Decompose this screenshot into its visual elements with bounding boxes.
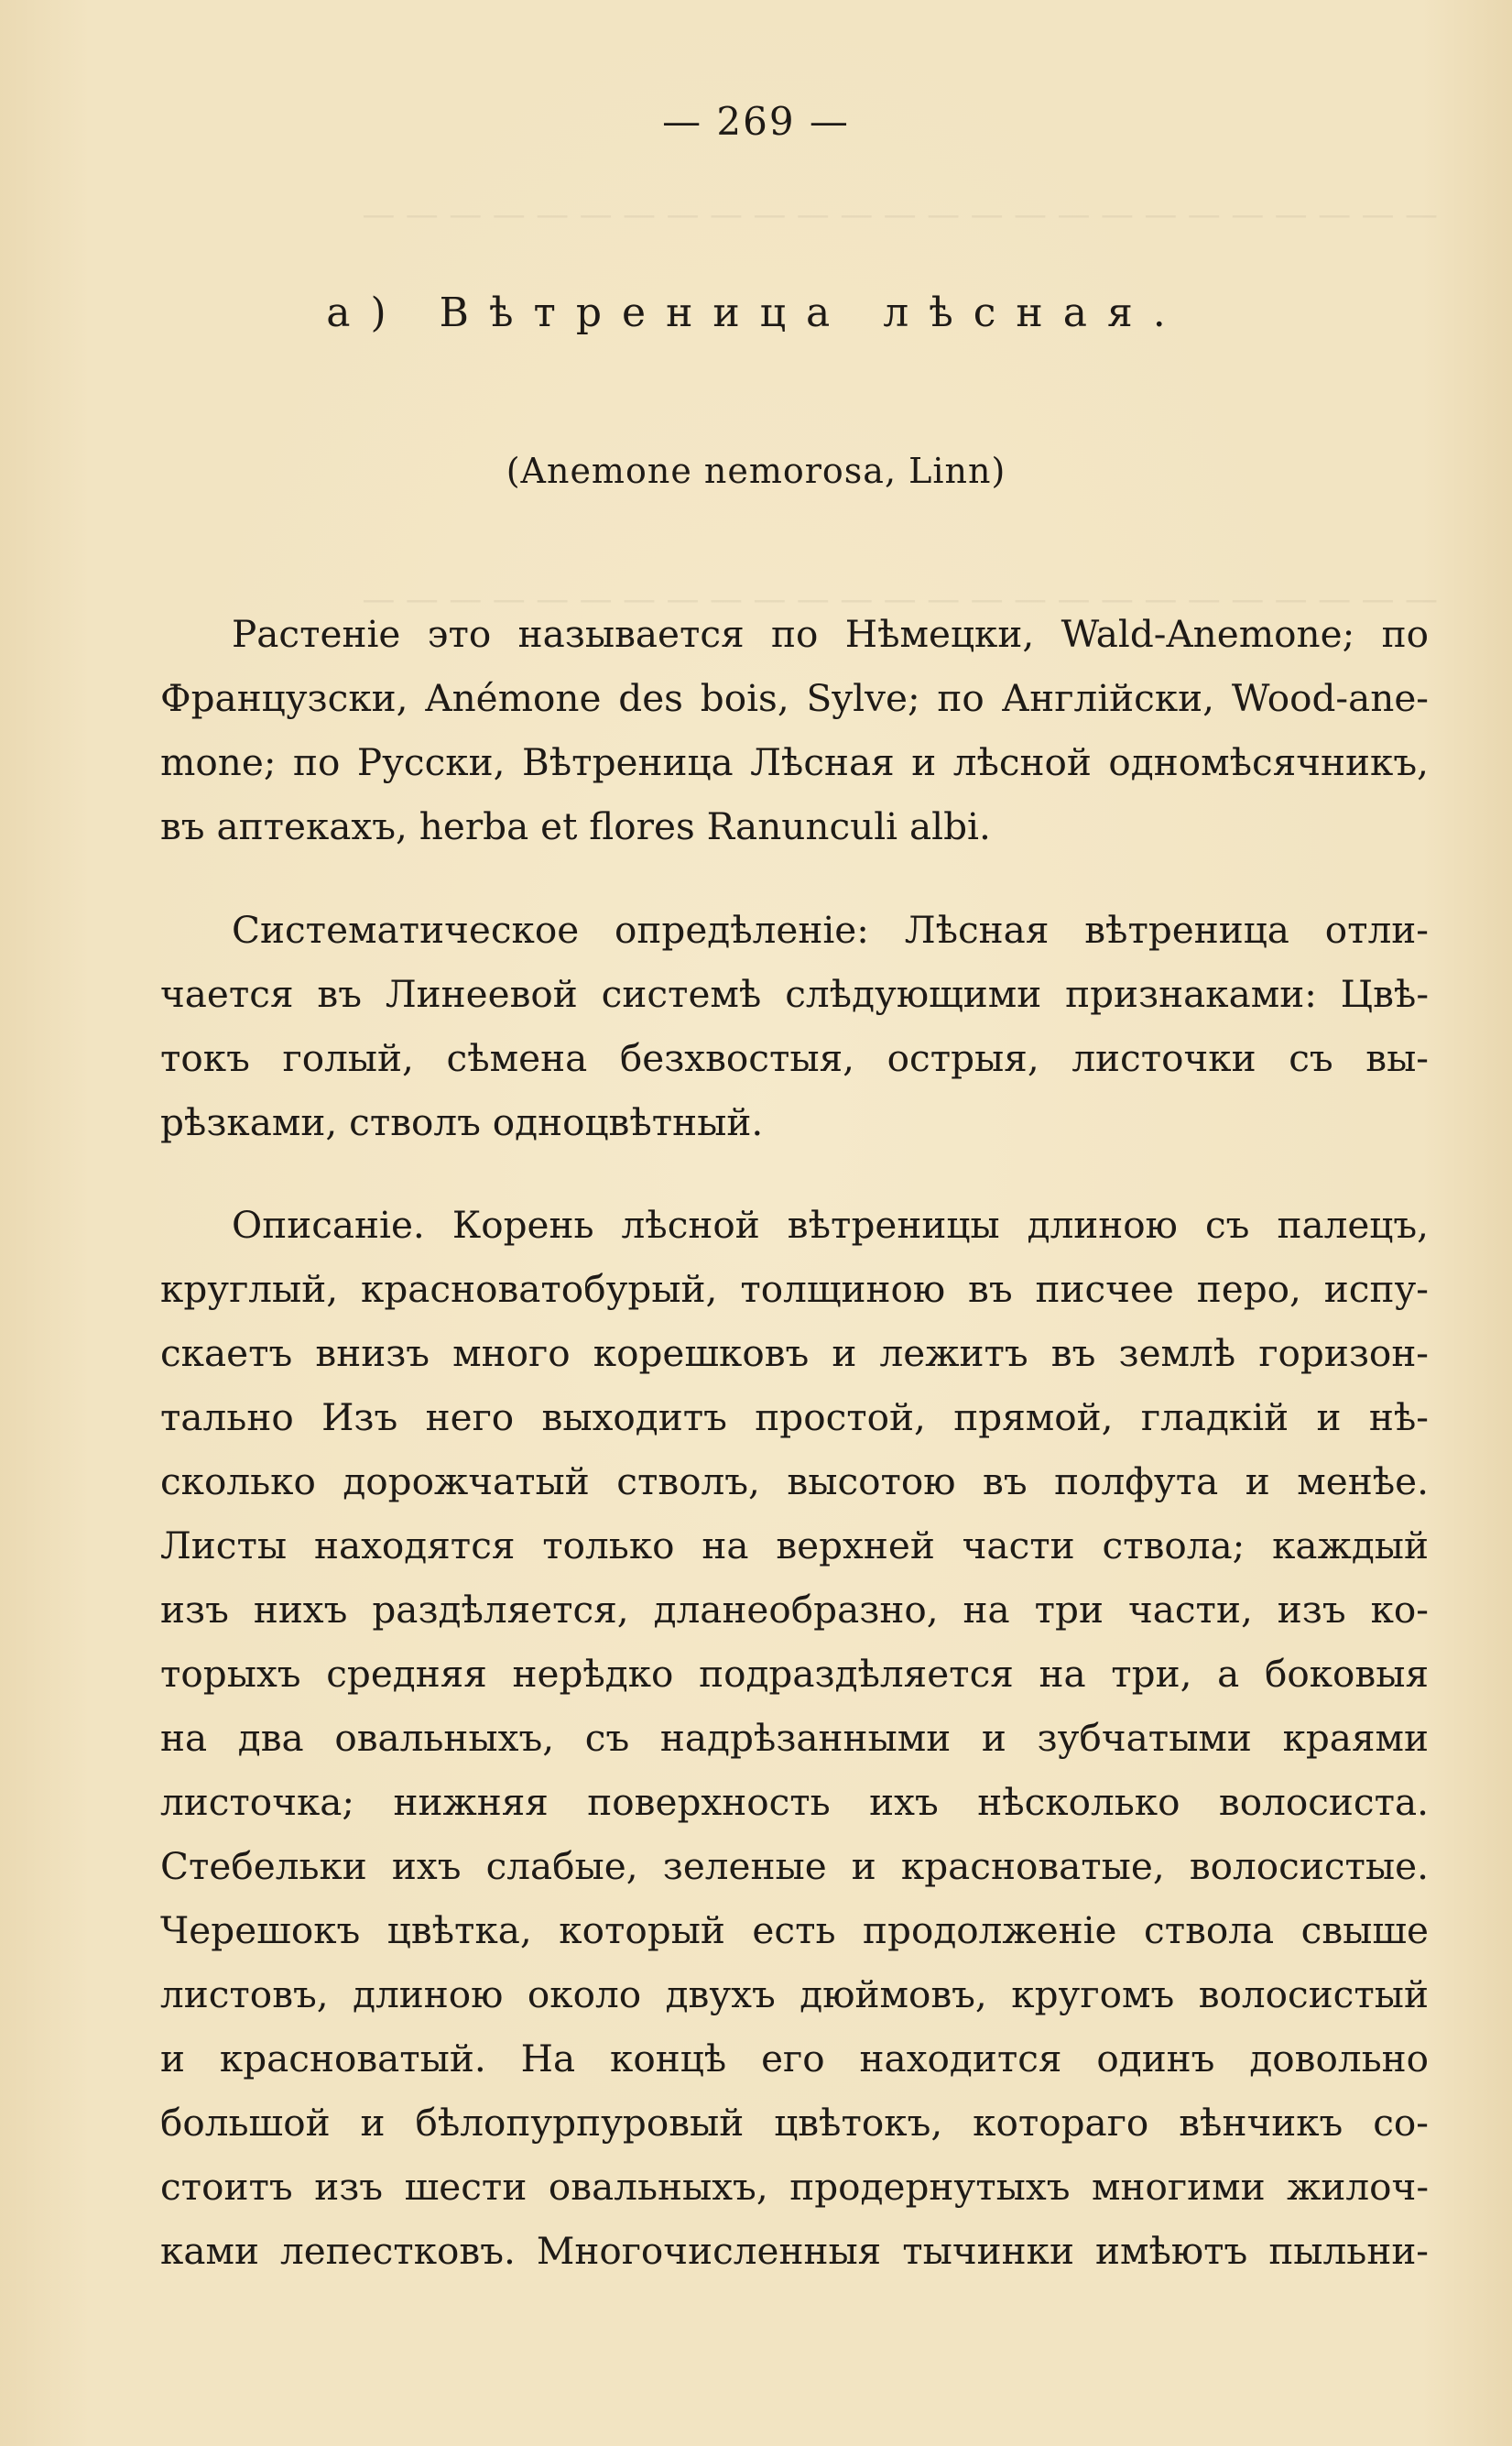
text-line: чается въ Линеевой системѣ слѣдующими признаками: Цвѣ- [160, 972, 1429, 1016]
text-line: круглый, красноватобурый, толщиною въ писчее перо, испу- [160, 1267, 1429, 1311]
text-line: большой и бѣлопурпуровый цвѣтокъ, котораго вѣнчикъ со- [160, 2101, 1429, 2145]
text-line: Описаніе. Корень лѣсной вѣтреницы длиною съ палецъ, [232, 1203, 1429, 1247]
description-paragraph [160, 1193, 1429, 2283]
text-line: листочка; нижняя поверхность ихъ нѣсколько волосиста. [160, 1780, 1429, 1824]
names-paragraph [160, 602, 1429, 858]
show-through-text: — — — — — — — — — — — — — — — — — — — — — — — — — [362, 581, 1438, 618]
text-line: въ аптекахъ, herba et flores Ranunculi albi. [160, 804, 991, 848]
text-line: листовъ, длиною около двухъ дюймовъ, кругомъ волосистый [160, 1972, 1429, 2016]
show-through-text: — — — — — — — — — — — — — — — — — — — — — — — — — [362, 196, 1438, 234]
text-line: Систематическое опредѣленіе: Лѣсная вѣтреница отли- [232, 908, 1429, 952]
text-line: сколько дорожчатый стволъ, высотою въ полфута и менѣе. [160, 1459, 1429, 1503]
systematic-paragraph [160, 898, 1429, 1154]
text-line: Растеніе это называется по Нѣмецки, Wald-Anemone; по [232, 612, 1429, 656]
text-line: mone; по Русски, Вѣтреница Лѣсная и лѣсной одномѣсячникъ, [160, 740, 1429, 784]
text-line: Листы находятся только на верхней части ствола; каждый [160, 1523, 1429, 1567]
text-line: Черешокъ цвѣтка, который есть продолженіе ствола свыше [160, 1908, 1429, 1952]
text-line: тально Изъ него выходитъ простой, прямой, гладкій и нѣ- [160, 1395, 1429, 1439]
text-line: рѣзками, стволъ одноцвѣтный. [160, 1100, 764, 1144]
text-line: стоитъ изъ шести овальныхъ, продернутыхъ многими жилоч- [160, 2165, 1429, 2209]
text-line: ками лепестковъ. Многочисленныя тычинки имѣютъ пыльни- [160, 2229, 1429, 2273]
latin-name: (Anemone nemorosa, Linn) [506, 451, 1006, 491]
text-line: Стебельки ихъ слабые, зеленые и красноватые, волосистые. [160, 1844, 1429, 1888]
text-line: на два овальныхъ, съ надрѣзанными и зубчатыми краями [160, 1716, 1429, 1760]
page-number: — 269 — [662, 99, 850, 144]
text-line: и красноватый. На концѣ его находится одинъ довольно [160, 2037, 1429, 2080]
text-line: скаетъ внизъ много корешковъ и лежитъ въ землѣ горизон- [160, 1331, 1429, 1375]
text-line: Французски, Anémone des bois, Sylve; по Англійски, Wood-ane- [160, 676, 1429, 720]
section-heading: а) Вѣтреница лѣсная. [326, 289, 1186, 336]
text-line: торыхъ средняя нерѣдко подраздѣляется на три, а боковыя [160, 1652, 1429, 1696]
text-line: изъ нихъ раздѣляется, дланеобразно, на три части, изъ ко- [160, 1588, 1429, 1632]
text-line: токъ голый, сѣмена безхвостыя, острыя, листочки съ вы- [160, 1036, 1429, 1080]
